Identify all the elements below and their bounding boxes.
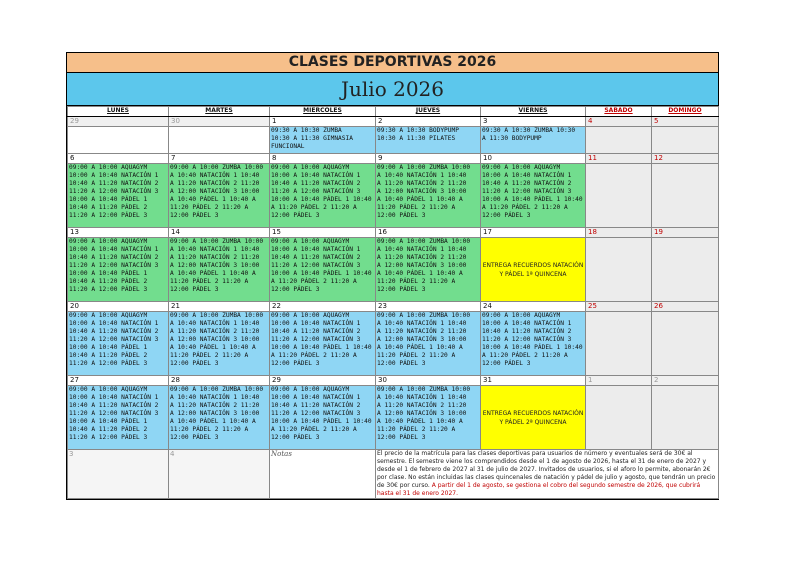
activity-line: A 11:20 PÁDEL 2 11:20 A	[271, 352, 357, 359]
activity-line: A 10:40 PÁDEL 1 10:40 A	[170, 418, 256, 425]
activity-line: 10:40 A 11:20 NATACIÓN 2	[482, 180, 572, 187]
activity-line: A 12:00 NATACIÓN 3 10:00	[377, 336, 467, 343]
activity-line: 09:00 A 10:00 ZUMBA 10:00	[170, 238, 264, 245]
activity-line: 12:00 PÁDEL 3	[271, 286, 320, 293]
day-number: 27	[68, 376, 169, 386]
activity-line: 10:00 A 10:40 PÁDEL 1	[69, 418, 148, 425]
day-cell-activities	[169, 238, 270, 302]
activity-line: A 10:40 PÁDEL 1 10:40 A	[170, 344, 256, 351]
activity-line: 11:20 A 12:00 NATACIÓN 3	[482, 188, 572, 195]
activity-line: A 12:00 NATACIÓN 3 10:00	[170, 262, 260, 269]
day-cell-activities	[270, 386, 376, 450]
activity-line: 10:40 A 11:20 NATACIÓN 2	[482, 328, 572, 335]
day-number: 29	[68, 117, 169, 127]
day-number: 18	[586, 228, 652, 238]
activity-line: 09:00 A 10:00 AQUAGYM	[69, 164, 148, 171]
activity-line: A 10:40 PÁDEL 1 10:40 A	[377, 344, 463, 351]
weekday-wednesday: MIÉRCOLES	[270, 107, 376, 117]
activity-line: 09:00 A 10:00 AQUAGYM	[271, 164, 350, 171]
activity-line: 10:00 A 10:40 NATACIÓN 1	[271, 172, 361, 179]
activity-line: 09:00 A 10:00 ZUMBA 10:00	[170, 386, 264, 393]
day-number: 17	[481, 228, 586, 238]
day-number: 2	[652, 376, 719, 386]
activity-line: A 11:20 NATACIÓN 2 11:20	[170, 180, 260, 187]
activity-line: 10:00 A 10:40 PÁDEL 1 10:40	[271, 196, 372, 203]
activity-line: 11:20 PÁDEL 2 11:20 A	[377, 352, 456, 359]
day-number: 9	[376, 154, 481, 164]
day-number: 3	[68, 450, 169, 499]
day-number: 3	[481, 117, 586, 127]
activity-line: 10:30 A 11:30 GIMNASIA	[271, 135, 353, 142]
activity-line: A 12:00 NATACIÓN 3 10:00	[170, 188, 260, 195]
day-cell-activities	[376, 238, 481, 302]
activity-line: A 11:20 NATACIÓN 2 11:20	[377, 402, 467, 409]
day-cell-activities	[270, 127, 376, 154]
activity-line: 11:20 PÁDEL 2 11:20 A	[170, 278, 249, 285]
activity-line: A 11:20 PÁDEL 2 11:20 A	[482, 204, 568, 211]
activity-line: A 10:40 PÁDEL 1 10:40 A	[170, 196, 256, 203]
activity-line: A 10:40 NATACIÓN 1 10:40	[377, 394, 467, 401]
activity-line: 12:00 PÁDEL 3	[271, 212, 320, 219]
day-number: 30	[376, 376, 481, 386]
day-number: 11	[586, 154, 652, 164]
weekday-thursday: JUEVES	[376, 107, 481, 117]
day-cell-activities	[169, 386, 270, 450]
weekend-cell	[586, 164, 652, 228]
calendar-table	[67, 106, 719, 499]
activity-line: A 10:40 PÁDEL 1 10:40 A	[170, 270, 256, 277]
day-number: 20	[68, 302, 169, 312]
day-number: 10	[481, 154, 586, 164]
activity-line: 09:00 A 10:00 AQUAGYM	[69, 238, 148, 245]
activity-line: A 11:20 NATACIÓN 2 11:20	[377, 328, 467, 335]
day-number: 21	[169, 302, 270, 312]
weekend-cell	[586, 386, 652, 450]
week1-day-numbers	[68, 117, 719, 127]
day-number: 28	[169, 376, 270, 386]
activity-line: 09:00 A 10:00 ZUMBA 10:00	[377, 312, 471, 319]
activity-line: 10:40 A 11:20 PÁDEL 2	[69, 278, 148, 285]
weekday-sunday: DOMINGO	[652, 107, 719, 117]
activity-line: 10:00 A 10:40 PÁDEL 1 10:40	[271, 270, 372, 277]
activity-line: 10:00 A 10:40 PÁDEL 1	[69, 270, 148, 277]
activity-line: A 12:00 NATACIÓN 3 10:00	[377, 262, 467, 269]
activity-line: 09:00 A 10:00 AQUAGYM	[69, 386, 148, 393]
day-cell-activities	[68, 312, 169, 376]
week2-day-numbers	[68, 154, 719, 164]
weekend-cell	[652, 127, 719, 154]
weekend-cell	[652, 238, 719, 302]
week6-row	[68, 450, 719, 499]
activity-line: 11:20 A 12:00 NATACIÓN 3	[271, 410, 361, 417]
activity-line: 10:00 A 10:40 NATACIÓN 1	[69, 172, 159, 179]
activity-line: 10:40 A 11:20 NATACIÓN 2	[69, 254, 159, 261]
day-number: 13	[68, 228, 169, 238]
activity-line: 12:00 PÁDEL 3	[377, 360, 426, 367]
weekend-cell	[586, 127, 652, 154]
activity-line: 12:00 PÁDEL 3	[377, 286, 426, 293]
day-cell-activities	[376, 164, 481, 228]
notes-text-cell	[376, 450, 719, 499]
day-cell-activities	[68, 386, 169, 450]
activity-line: 10:40 A 11:20 NATACIÓN 2	[69, 402, 159, 409]
activity-line: 09:00 A 10:00 AQUAGYM	[482, 164, 561, 171]
day-number: 22	[270, 302, 376, 312]
day-number: 19	[652, 228, 719, 238]
week2-activities	[68, 164, 719, 228]
activity-line: 10:40 A 11:20 PÁDEL 2	[69, 352, 148, 359]
activity-line: 10:40 A 11:20 NATACIÓN 2	[271, 180, 361, 187]
weekday-monday: LUNES	[68, 107, 169, 117]
day-number: 26	[652, 302, 719, 312]
activity-line: 11:20 PÁDEL 2 11:20 A	[170, 204, 249, 211]
day-cell-activities	[270, 164, 376, 228]
activity-line: 12:00 PÁDEL 3	[271, 434, 320, 441]
notes-text: El precio de la matrícula para las clases deportivas para usuarios de número y eventuales será de 30€ al semestre. El semestre viene los comprendidos desde el 1 de agosto de 2026, hasta el 31 de enero de 2027 y desde el 1 de febrero de 2027 al 31 de julio de 2027. Invitados de usuarios, si el aforo lo permite, abonarán 2€ por clase. No están incluidas las clases quincenales de natación y pádel de julio y agosto, que tendrán un precio de 30€ por curso.	[377, 450, 716, 489]
day-number: 12	[652, 154, 719, 164]
day-number: 8	[270, 154, 376, 164]
activity-line: 09:00 A 10:00 AQUAGYM	[69, 312, 148, 319]
week4-day-numbers	[68, 302, 719, 312]
day-number: 23	[376, 302, 481, 312]
weekend-cell	[586, 238, 652, 302]
activity-line: 10:00 A 10:40 NATACIÓN 1	[69, 246, 159, 253]
week3-day-numbers	[68, 228, 719, 238]
day-cell-activities	[169, 164, 270, 228]
activity-line: 11:20 PÁDEL 2 11:20 A	[377, 204, 456, 211]
activity-line: A 11:20 PÁDEL 2 11:20 A	[271, 426, 357, 433]
day-number: 7	[169, 154, 270, 164]
activity-line: 10:40 A 11:20 PÁDEL 2	[69, 426, 148, 433]
day-cell-activities	[481, 164, 586, 228]
day-cell-activities	[270, 238, 376, 302]
activity-line: 10:40 A 11:20 NATACIÓN 2	[69, 328, 159, 335]
activity-line: 11:20 A 12:00 NATACIÓN 3	[69, 336, 159, 343]
activity-line: 09:00 A 10:00 ZUMBA 10:00	[377, 164, 471, 171]
activity-line: 11:20 A 12:00 NATACIÓN 3	[69, 262, 159, 269]
activity-line: 11:20 PÁDEL 2 11:20 A	[170, 352, 249, 359]
week5-day-numbers	[68, 376, 719, 386]
activity-line: 10:40 A 11:20 NATACIÓN 2	[271, 254, 361, 261]
activity-line: 12:00 PÁDEL 3	[170, 434, 219, 441]
day-number: 6	[68, 154, 169, 164]
activity-line: A 12:00 NATACIÓN 3 10:00	[170, 336, 260, 343]
activity-line: 10:00 A 10:40 NATACIÓN 1	[271, 246, 361, 253]
day-number: 29	[270, 376, 376, 386]
activity-line: 12:00 PÁDEL 3	[170, 212, 219, 219]
activity-line: 11:20 A 12:00 NATACIÓN 3	[271, 336, 361, 343]
activity-line: 11:20 A 12:00 PÁDEL 3	[69, 360, 148, 367]
activity-line: A 11:20 NATACIÓN 2 11:20	[170, 328, 260, 335]
week5-activities	[68, 386, 719, 450]
notice-cell: ENTREGA RECUERDOS NATACIÓN Y PÁDEL 1ª QUINCENA	[481, 238, 586, 302]
activity-line: 09:00 A 10:00 AQUAGYM	[271, 312, 350, 319]
day-number: 30	[169, 117, 270, 127]
activity-line: 09:00 A 10:00 AQUAGYM	[271, 386, 350, 393]
notes-label-cell	[270, 450, 376, 499]
activity-line: 10:00 A 10:40 PÁDEL 1	[69, 196, 148, 203]
notes-label: Notas	[271, 450, 292, 458]
weekday-header-row	[68, 107, 719, 117]
activity-line: 11:20 A 12:00 NATACIÓN 3	[482, 336, 572, 343]
activity-line: 10:40 A 11:20 NATACIÓN 2	[271, 402, 361, 409]
activity-line: A 10:40 PÁDEL 1 10:40 A	[377, 270, 463, 277]
day-cell-activities	[68, 238, 169, 302]
activity-line: A 11:20 PÁDEL 2 11:20 A	[482, 352, 568, 359]
activity-line: 10:40 A 11:20 PÁDEL 2	[69, 204, 148, 211]
weekday-tuesday: MARTES	[169, 107, 270, 117]
week1-activities	[68, 127, 719, 154]
weekend-cell	[652, 386, 719, 450]
activity-line: 10:00 A 10:40 NATACIÓN 1	[482, 172, 572, 179]
activity-line: 11:20 PÁDEL 2 11:20 A	[377, 278, 456, 285]
day-number: 5	[652, 117, 719, 127]
activity-line: 10:40 A 11:20 NATACIÓN 2	[271, 328, 361, 335]
day-number: 2	[376, 117, 481, 127]
activity-line: A 11:20 NATACIÓN 2 11:20	[170, 402, 260, 409]
activity-line: 12:00 PÁDEL 3	[377, 434, 426, 441]
page-title: CLASES DEPORTIVAS 2026	[67, 53, 718, 73]
activity-line: A 11:20 NATACIÓN 2 11:20	[377, 254, 467, 261]
activity-line: 12:00 PÁDEL 3	[482, 360, 531, 367]
activity-line: A 12:00 NATACIÓN 3 10:00	[377, 188, 467, 195]
activity-line: 10:00 A 10:40 PÁDEL 1	[69, 344, 148, 351]
day-cell-activities	[376, 312, 481, 376]
activity-line: 11:20 A 12:00 PÁDEL 3	[69, 434, 148, 441]
activity-line: 10:00 A 10:40 PÁDEL 1 10:40	[482, 344, 583, 351]
day-cell-activities	[169, 312, 270, 376]
day-cell-activities	[376, 386, 481, 450]
day-number: 25	[586, 302, 652, 312]
activity-line: 09:30 A 10:30 ZUMBA 10:30	[482, 127, 576, 134]
activity-line: 11:20 A 12:00 PÁDEL 3	[69, 286, 148, 293]
activity-line: 09:30 A 10:30 BODYPUMP	[377, 127, 459, 134]
activity-line: 12:00 PÁDEL 3	[271, 360, 320, 367]
week3-activities	[68, 238, 719, 302]
activity-line: 09:00 A 10:00 AQUAGYM	[271, 238, 350, 245]
activity-line: 11:20 A 12:00 NATACIÓN 3	[69, 410, 159, 417]
activity-line: 10:00 A 10:40 PÁDEL 1 10:40	[271, 418, 372, 425]
activity-line: 10:00 A 10:40 PÁDEL 1 10:40	[271, 344, 372, 351]
activity-line: 10:00 A 10:40 NATACIÓN 1	[271, 320, 361, 327]
activity-line: A 10:40 NATACIÓN 1 10:40	[377, 320, 467, 327]
notes-red-text: A partir del 1 de agosto, se gestiona el cobro del segundo semestre de 2026, que cubrirá hasta el 31 de enero 2027.	[377, 482, 701, 497]
activity-line: A 10:40 NATACIÓN 1 10:40	[377, 246, 467, 253]
activity-line: 09:00 A 10:00 ZUMBA 10:00	[170, 164, 264, 171]
calendar-sheet	[66, 52, 719, 500]
day-number: 24	[481, 302, 586, 312]
activity-line: 09:00 A 10:00 ZUMBA 10:00	[377, 386, 471, 393]
activity-line: A 12:00 NATACIÓN 3 10:00	[170, 410, 260, 417]
activity-line: A 10:40 NATACIÓN 1 10:40	[170, 246, 260, 253]
weekend-cell	[652, 312, 719, 376]
day-number: 4	[586, 117, 652, 127]
day-cell-activities	[68, 164, 169, 228]
activity-line: 11:20 A 12:00 PÁDEL 3	[69, 212, 148, 219]
activity-line: 12:00 PÁDEL 3	[170, 360, 219, 367]
weekday-saturday: SÁBADO	[586, 107, 652, 117]
week4-activities	[68, 312, 719, 376]
activity-line: 11:20 A 12:00 NATACIÓN 3	[69, 188, 159, 195]
day-number: 4	[169, 450, 270, 499]
day-number: 1	[586, 376, 652, 386]
activity-line: 09:00 A 10:00 ZUMBA 10:00	[170, 312, 264, 319]
day-cell-empty	[68, 127, 169, 154]
day-number: 15	[270, 228, 376, 238]
activity-line: A 10:40 NATACIÓN 1 10:40	[377, 172, 467, 179]
activity-line: 12:00 PÁDEL 3	[377, 212, 426, 219]
activity-line: 09:30 A 10:30 ZUMBA	[271, 127, 342, 134]
month-title: Julio 2026	[67, 73, 718, 106]
day-number: 14	[169, 228, 270, 238]
activity-line: 11:20 A 12:00 NATACIÓN 3	[271, 188, 361, 195]
activity-line: A 10:40 NATACIÓN 1 10:40	[170, 172, 260, 179]
day-cell-activities	[376, 127, 481, 154]
activity-line: A 12:00 NATACIÓN 3 10:00	[377, 410, 467, 417]
weekday-friday: VIERNES	[481, 107, 586, 117]
activity-line: 12:00 PÁDEL 3	[482, 212, 531, 219]
notice-cell: ENTREGA RECUERDOS NATACIÓN Y PÁDEL 2ª QUINCENA	[481, 386, 586, 450]
activity-line: 11:20 PÁDEL 2 11:20 A	[377, 426, 456, 433]
day-cell-activities	[481, 312, 586, 376]
activity-line: A 11:20 PÁDEL 2 11:20 A	[271, 204, 357, 211]
activity-line: A 10:40 NATACIÓN 1 10:40	[170, 320, 260, 327]
activity-line: A 11:20 PÁDEL 2 11:20 A	[271, 278, 357, 285]
activity-line: 09:00 A 10:00 AQUAGYM	[482, 312, 561, 319]
day-number: 1	[270, 117, 376, 127]
activity-line: 11:20 A 12:00 NATACIÓN 3	[271, 262, 361, 269]
day-number: 16	[376, 228, 481, 238]
activity-line: A 11:20 NATACIÓN 2 11:20	[377, 180, 467, 187]
activity-line: 10:00 A 10:40 NATACIÓN 1	[482, 320, 572, 327]
activity-line: 10:30 A 11:30 PILATES	[377, 135, 456, 142]
activity-line: 09:00 A 10:00 ZUMBA 10:00	[377, 238, 471, 245]
activity-line: 10:40 A 11:20 NATACIÓN 2	[69, 180, 159, 187]
activity-line: 10:00 A 10:40 NATACIÓN 1	[271, 394, 361, 401]
activity-line: A 10:40 NATACIÓN 1 10:40	[170, 394, 260, 401]
weekend-cell	[652, 164, 719, 228]
activity-line: 11:20 PÁDEL 2 11:20 A	[170, 426, 249, 433]
activity-line: FUNCIONAL	[271, 143, 305, 150]
day-number: 31	[481, 376, 586, 386]
activity-line: 10:00 A 10:40 NATACIÓN 1	[69, 394, 159, 401]
activity-line: 10:00 A 10:40 PÁDEL 1 10:40	[482, 196, 583, 203]
day-cell-activities	[270, 312, 376, 376]
activity-line: 10:00 A 10:40 NATACIÓN 1	[69, 320, 159, 327]
activity-line: A 11:30 BODYPUMP	[482, 135, 542, 142]
weekend-cell	[586, 312, 652, 376]
activity-line: A 10:40 PÁDEL 1 10:40 A	[377, 196, 463, 203]
day-cell-empty	[169, 127, 270, 154]
activity-line: A 10:40 PÁDEL 1 10:40 A	[377, 418, 463, 425]
day-cell-activities	[481, 127, 586, 154]
activity-line: 12:00 PÁDEL 3	[170, 286, 219, 293]
activity-line: A 11:20 NATACIÓN 2 11:20	[170, 254, 260, 261]
